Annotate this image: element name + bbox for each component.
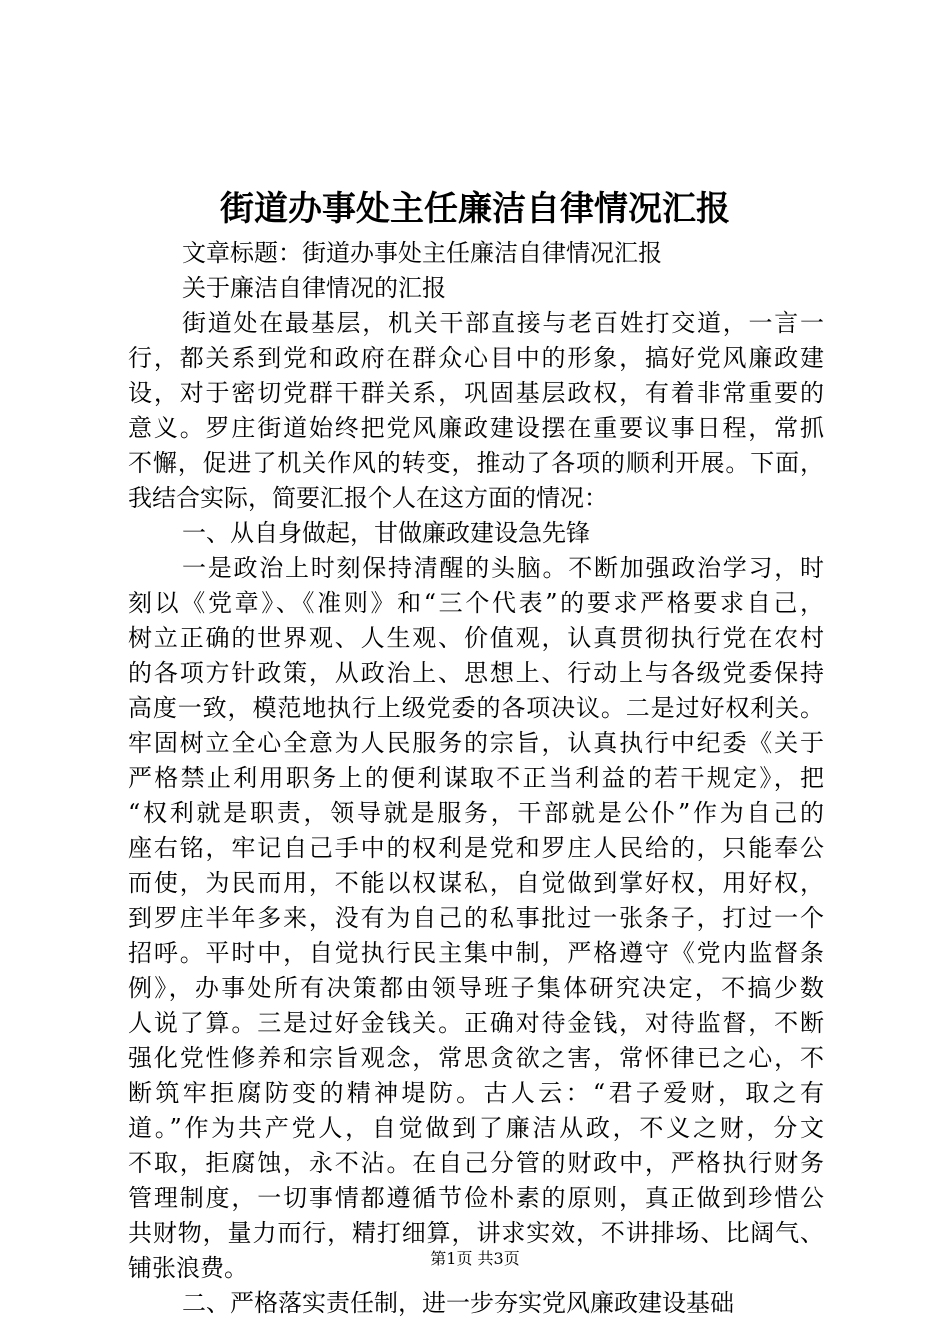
text-line: 断筑牢拒腐防变的精神堤防。古人云：“君子爱财，取之有 xyxy=(128,1079,824,1107)
text-line: 严格禁止利用职务上的便利谋取不正当利益的若干规定》，把 xyxy=(128,764,824,792)
text-line: 座右铭，牢记自己手中的权利是党和罗庄人民给的，只能奉公 xyxy=(128,834,824,862)
text-line: 共财物，量力而行，精打细算，讲求实效，不讲排场、比阔气、 xyxy=(128,1219,824,1247)
text-line: 高度一致，模范地执行上级党委的各项决议。二是过好权利关。 xyxy=(128,694,824,722)
text-line: 刻以《党章》、《准则》和“三个代表”的要求严格要求自己， xyxy=(128,589,824,617)
text-line: “权利就是职责，领导就是服务，干部就是公仆”作为自己的 xyxy=(128,799,824,827)
text-line: 管理制度，一切事情都遵循节俭朴素的原则，真正做到珍惜公 xyxy=(128,1184,824,1212)
text-line: 设，对于密切党群干群关系，巩固基层政权，有着非常重要的 xyxy=(128,379,824,407)
text-line: 关于廉洁自律情况的汇报 xyxy=(182,274,446,302)
document-title: 街道办事处主任廉洁自律情况汇报 xyxy=(220,189,730,229)
text-line: 行，都关系到党和政府在群众心目中的形象，搞好党风廉政建 xyxy=(128,344,824,372)
text-line: 二、严格落实责任制，进一步夯实党风廉政建设基础 xyxy=(182,1289,734,1317)
text-line: 意义。罗庄街道始终把党风廉政建设摆在重要议事日程，常抓 xyxy=(128,414,824,442)
page-footer: 第1页 共3页 xyxy=(430,1249,520,1268)
text-line: 而使，为民而用，不能以权谋私，自觉做到掌好权，用好权， xyxy=(128,869,824,897)
text-line: 招呼。平时中，自觉执行民主集中制，严格遵守《党内监督条 xyxy=(128,939,824,967)
text-line: 道。”作为共产党人，自觉做到了廉洁从政，不义之财，分文 xyxy=(128,1114,824,1142)
text-line: 牢固树立全心全意为人民服务的宗旨，认真执行中纪委《关于 xyxy=(128,729,824,757)
text-line: 的各项方针政策，从政治上、思想上、行动上与各级党委保持 xyxy=(128,659,824,687)
text-line: 到罗庄半年多来，没有为自己的私事批过一张条子，打过一个 xyxy=(128,904,824,932)
text-line: 文章标题：街道办事处主任廉洁自律情况汇报 xyxy=(182,239,662,267)
text-line: 强化党性修养和宗旨观念，常思贪欲之害，常怀律已之心，不 xyxy=(128,1044,824,1072)
text-line: 一是政治上时刻保持清醒的头脑。不断加强政治学习，时 xyxy=(182,554,824,582)
text-line: 铺张浪费。 xyxy=(128,1254,248,1282)
text-line: 不懈，促进了机关作风的转变，推动了各项的顺利开展。下面， xyxy=(128,449,824,477)
text-line: 人说了算。三是过好金钱关。正确对待金钱，对待监督，不断 xyxy=(128,1009,824,1037)
text-line: 例》，办事处所有决策都由领导班子集体研究决定，不搞少数 xyxy=(128,974,824,1002)
text-line: 不取，拒腐蚀，永不沾。在自己分管的财政中，严格执行财务 xyxy=(128,1149,824,1177)
text-line: 街道处在最基层，机关干部直接与老百姓打交道，一言一 xyxy=(182,309,824,337)
text-line: 一、从自身做起，甘做廉政建设急先锋 xyxy=(182,519,590,547)
text-line: 树立正确的世界观、人生观、价值观，认真贯彻执行党在农村 xyxy=(128,624,824,652)
text-line: 我结合实际，简要汇报个人在这方面的情况： xyxy=(128,484,608,512)
document-body xyxy=(128,236,824,1321)
